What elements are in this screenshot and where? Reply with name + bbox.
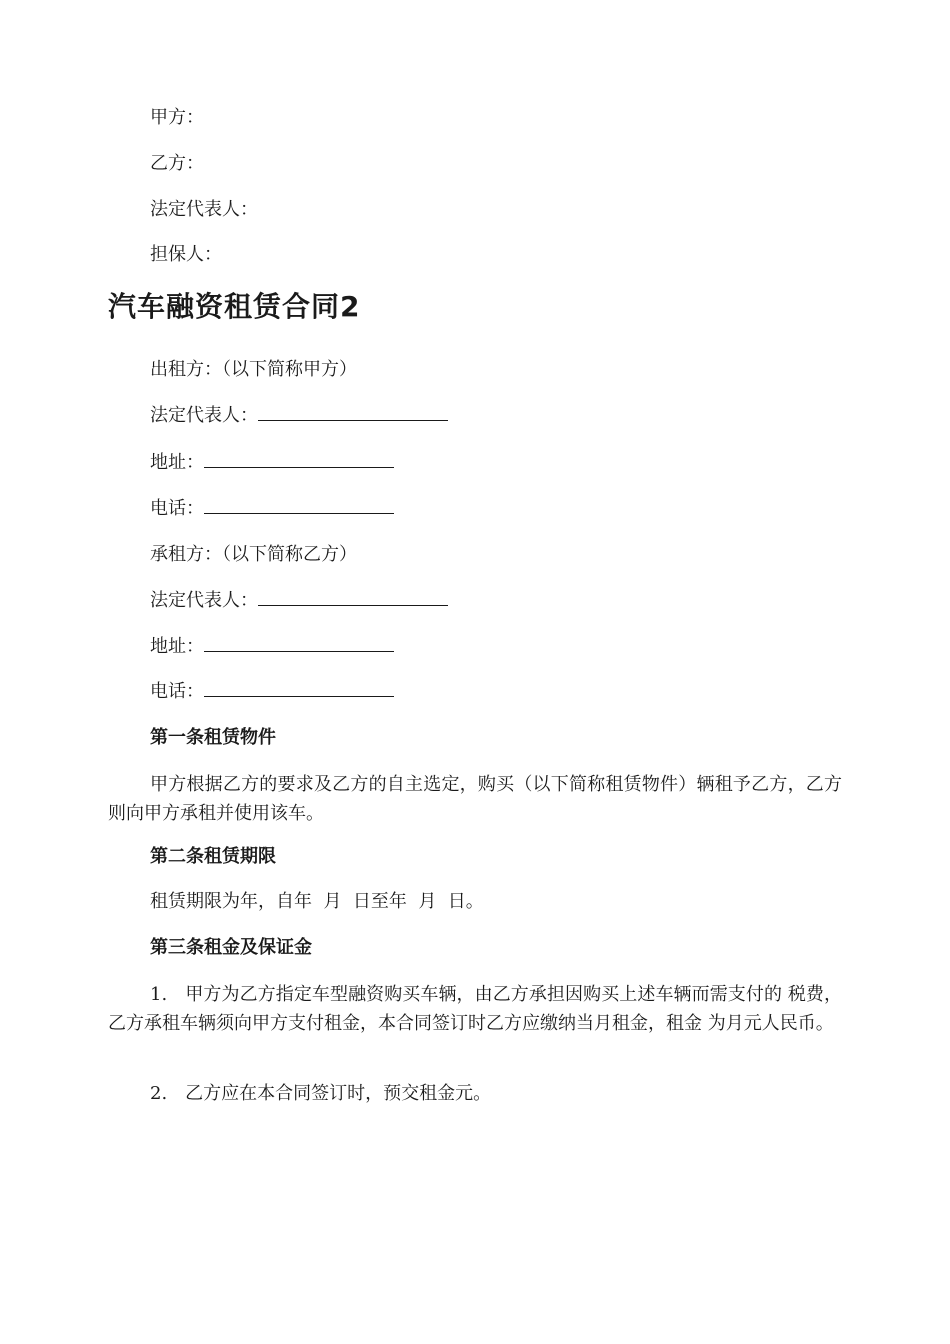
contract-title: 汽车融资租赁合同2 [108,290,361,323]
guarantor-label: 担保人： [150,244,222,265]
lessee-phone-row [150,680,394,704]
lessee-legal-rep-blank [258,589,448,606]
article2-body: 租赁期限为年，自年 月 日至年 月 日。 [150,891,484,912]
lessor-legal-rep-blank [258,404,448,421]
lessor-address-blank [204,451,394,468]
article3-item2: 2. 乙方应在本合同签订时，预交租金元。 [150,1083,492,1104]
party-a-label: 甲方： [150,107,204,128]
article3-item1: 1. 甲方为乙方指定车型融资购买车辆，由乙方承担因购买上述车辆而需支付的 税费，乙方承租车辆须向甲方支付租金，本合同签订时乙方应缴纳当月租金，租金 为月元人民币。 [108,984,842,1034]
lessee-phone-blank [204,680,394,697]
lessee-legal-rep-row [150,589,448,613]
lessor-address-label: 地址： [150,452,204,473]
lessee-phone-label: 电话： [150,681,204,702]
legal-rep-label: 法定代表人： [150,199,258,220]
lessee-address-row [150,635,394,659]
article2-heading: 第二条租赁期限 [150,846,276,867]
lessor-phone-blank [204,497,394,514]
article1-heading: 第一条租赁物件 [150,727,276,748]
lessee-address-blank [204,635,394,652]
lessor-address-row [150,451,394,475]
lessee-legal-rep-label: 法定代表人： [150,590,258,611]
lessor-phone-label: 电话： [150,498,204,519]
lessor-legal-rep-row [150,404,448,428]
party-b-label: 乙方： [150,153,204,174]
lessor-label: 出租方：（以下简称甲方） [150,359,357,380]
lessor-phone-row [150,497,394,521]
article3-heading: 第三条租金及保证金 [150,937,312,958]
lessee-address-label: 地址： [150,636,204,657]
lessor-legal-rep-label: 法定代表人： [150,405,258,426]
lessee-label: 承租方：（以下简称乙方） [150,544,357,565]
article1-body: 甲方根据乙方的要求及乙方的自主选定，购买（以下简称租赁物件）辆租予乙方，乙方则向甲方承租并使用该车。 [108,774,842,824]
